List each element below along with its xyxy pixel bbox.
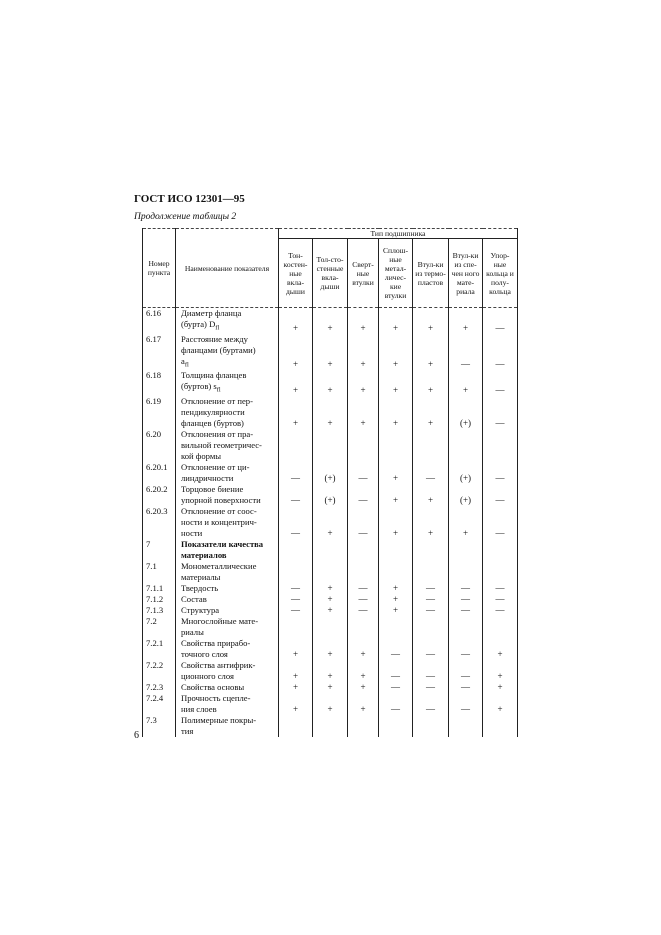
applicability-mark: [348, 616, 379, 638]
applicability-mark: +: [483, 638, 518, 660]
applicability-mark: [449, 429, 483, 462]
applicability-mark: —: [348, 484, 379, 506]
row-name-text: Отклонения от пра- вильной геометричес- кой формы: [181, 429, 262, 462]
row-number: 6.18: [143, 370, 176, 396]
applicability-mark: +: [483, 693, 518, 715]
applicability-mark: +: [379, 605, 413, 616]
applicability-mark: (+): [449, 462, 483, 484]
applicability-mark: —: [449, 605, 483, 616]
applicability-mark: —: [413, 583, 449, 594]
applicability-mark: +: [449, 506, 483, 539]
applicability-mark: +: [379, 396, 413, 429]
applicability-mark: —: [483, 583, 518, 594]
column-header-type: Упор-ные кольца и полу-кольца: [483, 239, 518, 308]
column-header-type: Сплош-ные метал-личес-кие втулки: [379, 239, 413, 308]
row-name: [176, 484, 279, 506]
applicability-mark: +: [313, 605, 348, 616]
table-row: [143, 693, 518, 715]
row-number: 6.19: [143, 396, 176, 429]
table-row: [143, 396, 518, 429]
applicability-mark: (+): [313, 484, 348, 506]
applicability-mark: +: [348, 396, 379, 429]
row-name-text: Отклонение от пер- пендикулярности фланцев (буртов): [181, 396, 253, 429]
applicability-mark: [379, 539, 413, 561]
row-name: [176, 682, 279, 693]
applicability-mark: [413, 539, 449, 561]
applicability-mark: [449, 616, 483, 638]
applicability-mark: —: [279, 605, 313, 616]
row-name-text: Отклонение от ци- линдричности: [181, 462, 250, 484]
applicability-mark: +: [279, 396, 313, 429]
applicability-mark: +: [313, 308, 348, 334]
applicability-mark: —: [348, 594, 379, 605]
row-name-text: Прочность сцепле- ния слоев: [181, 693, 251, 715]
row-name-text: Показатели качества материалов: [181, 539, 264, 561]
applicability-mark: —: [483, 594, 518, 605]
applicability-mark: —: [413, 693, 449, 715]
applicability-mark: +: [279, 370, 313, 396]
row-name: [176, 583, 279, 594]
applicability-mark: +: [313, 594, 348, 605]
column-header-type: Втул-ки из спе-чен ного мате-риала: [449, 239, 483, 308]
applicability-mark: +: [379, 462, 413, 484]
row-number: 6.17: [143, 334, 176, 371]
applicability-mark: +: [279, 334, 313, 371]
applicability-mark: —: [413, 660, 449, 682]
table-row: [143, 484, 518, 506]
applicability-mark: +: [413, 370, 449, 396]
applicability-mark: +: [348, 682, 379, 693]
row-name-text: Свойства основы: [181, 682, 245, 693]
applicability-mark: +: [413, 308, 449, 334]
applicability-mark: +: [279, 693, 313, 715]
row-name: [176, 462, 279, 484]
applicability-mark: [379, 429, 413, 462]
applicability-mark: +: [313, 396, 348, 429]
row-number: 6.20: [143, 429, 176, 462]
row-name-subscript: fl: [216, 387, 221, 395]
row-number: 7.1.3: [143, 605, 176, 616]
row-number: 7.2: [143, 616, 176, 638]
row-name: [176, 370, 279, 396]
table-row: [143, 682, 518, 693]
row-name-text: Толщина фланцев (буртов) s: [181, 370, 247, 392]
row-number: 7.2.4: [143, 693, 176, 715]
row-name-subscript: fl: [215, 324, 220, 332]
table-row: [143, 539, 518, 561]
document-title: ГОСТ ИСО 12301—95: [134, 193, 245, 205]
applicability-mark: +: [313, 638, 348, 660]
table-row: [143, 605, 518, 616]
applicability-mark: —: [449, 693, 483, 715]
table-row: [143, 308, 518, 334]
row-name: [176, 561, 279, 583]
row-number: 7.2.2: [143, 660, 176, 682]
applicability-mark: [379, 616, 413, 638]
row-name-text: Многослойные мате- риалы: [181, 616, 259, 638]
applicability-mark: +: [379, 506, 413, 539]
applicability-mark: —: [379, 682, 413, 693]
row-name-text: Свойства антифрик- ционного слоя: [181, 660, 256, 682]
row-name: [176, 715, 279, 737]
table-row: [143, 715, 518, 737]
row-name-subscript: fl: [184, 361, 189, 369]
row-name: [176, 616, 279, 638]
applicability-mark: —: [483, 370, 518, 396]
applicability-mark: [413, 561, 449, 583]
row-name: [176, 506, 279, 539]
applicability-mark: [348, 539, 379, 561]
applicability-mark: +: [313, 682, 348, 693]
applicability-mark: +: [279, 682, 313, 693]
applicability-mark: +: [313, 583, 348, 594]
applicability-mark: +: [348, 693, 379, 715]
applicability-mark: —: [449, 638, 483, 660]
applicability-mark: —: [348, 506, 379, 539]
applicability-mark: [348, 429, 379, 462]
applicability-mark: [279, 429, 313, 462]
applicability-mark: +: [413, 334, 449, 371]
applicability-mark: +: [379, 583, 413, 594]
row-name: [176, 638, 279, 660]
applicability-mark: —: [413, 638, 449, 660]
applicability-mark: +: [313, 370, 348, 396]
table-row: [143, 638, 518, 660]
applicability-mark: —: [449, 334, 483, 371]
applicability-mark: (+): [449, 484, 483, 506]
row-name: [176, 660, 279, 682]
row-name-text: Свойства прирабо- точного слоя: [181, 638, 251, 660]
applicability-mark: [313, 561, 348, 583]
row-number: 7.1.1: [143, 583, 176, 594]
applicability-mark: —: [449, 583, 483, 594]
applicability-mark: —: [348, 605, 379, 616]
applicability-mark: [279, 616, 313, 638]
applicability-mark: —: [279, 484, 313, 506]
row-number: 7.3: [143, 715, 176, 737]
applicability-mark: [413, 429, 449, 462]
applicability-mark: [313, 715, 348, 737]
applicability-mark: [379, 561, 413, 583]
applicability-mark: [413, 715, 449, 737]
applicability-mark: +: [413, 484, 449, 506]
applicability-mark: —: [279, 506, 313, 539]
table-row: [143, 462, 518, 484]
applicability-mark: +: [413, 506, 449, 539]
applicability-mark: +: [313, 334, 348, 371]
row-name-text: Расстояние между фланцами (буртами) a: [181, 333, 256, 366]
applicability-mark: —: [483, 605, 518, 616]
applicability-mark: +: [313, 506, 348, 539]
row-name: [176, 605, 279, 616]
applicability-mark: [348, 561, 379, 583]
applicability-mark: —: [279, 462, 313, 484]
applicability-mark: [483, 616, 518, 638]
applicability-mark: [279, 715, 313, 737]
column-header-type: Тон-костен-ные вкла-дыши: [279, 239, 313, 308]
applicability-mark: +: [449, 308, 483, 334]
applicability-mark: [449, 561, 483, 583]
applicability-mark: +: [483, 682, 518, 693]
applicability-mark: [313, 429, 348, 462]
row-name: [176, 539, 279, 561]
applicability-mark: [348, 715, 379, 737]
table-row: [143, 370, 518, 396]
applicability-mark: +: [279, 638, 313, 660]
row-number: 7.1: [143, 561, 176, 583]
row-number: 7.1.2: [143, 594, 176, 605]
applicability-mark: +: [313, 693, 348, 715]
applicability-mark: —: [348, 583, 379, 594]
row-name: [176, 308, 279, 334]
applicability-mark: —: [449, 594, 483, 605]
applicability-mark: +: [379, 370, 413, 396]
applicability-mark: —: [413, 462, 449, 484]
table-row: [143, 506, 518, 539]
applicability-mark: +: [483, 660, 518, 682]
column-header-type: Сверт-ные втулки: [348, 239, 379, 308]
applicability-mark: +: [279, 308, 313, 334]
applicability-mark: (+): [449, 396, 483, 429]
applicability-mark: [413, 616, 449, 638]
applicability-mark: +: [279, 660, 313, 682]
applicability-mark: —: [279, 594, 313, 605]
table-row: [143, 334, 518, 371]
applicability-mark: +: [449, 370, 483, 396]
applicability-mark: —: [483, 396, 518, 429]
applicability-mark: [483, 539, 518, 561]
row-number: 6.20.1: [143, 462, 176, 484]
applicability-mark: +: [348, 660, 379, 682]
row-name: [176, 396, 279, 429]
applicability-mark: +: [313, 660, 348, 682]
applicability-mark: [279, 561, 313, 583]
applicability-mark: —: [413, 682, 449, 693]
table-row: [143, 660, 518, 682]
applicability-mark: [483, 715, 518, 737]
applicability-mark: +: [379, 594, 413, 605]
applicability-mark: —: [483, 506, 518, 539]
row-name-text: Отклонение от соос- ности и концентрич- ности: [181, 506, 257, 539]
applicability-mark: +: [413, 396, 449, 429]
applicability-mark: [379, 715, 413, 737]
column-header-type: Тол-сто-стенные вкла-дыши: [313, 239, 348, 308]
applicability-mark: —: [379, 693, 413, 715]
applicability-mark: —: [379, 660, 413, 682]
row-name: [176, 594, 279, 605]
applicability-mark: —: [483, 484, 518, 506]
page-number: 6: [134, 730, 139, 741]
table-row: [143, 616, 518, 638]
applicability-mark: [449, 715, 483, 737]
row-name: [176, 334, 279, 371]
applicability-mark: —: [413, 605, 449, 616]
applicability-mark: —: [279, 583, 313, 594]
row-name: [176, 429, 279, 462]
applicability-mark: —: [483, 334, 518, 371]
row-name-text: Полимерные покры- тия: [181, 715, 257, 737]
row-number: 6.20.3: [143, 506, 176, 539]
applicability-mark: +: [348, 334, 379, 371]
row-number: 7.2.1: [143, 638, 176, 660]
row-name-text: Торцовое биение упорной поверхности: [181, 484, 261, 506]
row-number: 6.20.2: [143, 484, 176, 506]
applicability-mark: —: [379, 638, 413, 660]
table-row: [143, 429, 518, 462]
applicability-mark: [449, 539, 483, 561]
applicability-mark: —: [449, 682, 483, 693]
applicability-mark: [483, 561, 518, 583]
column-header-type: Втул-ки из термо-пластов: [413, 239, 449, 308]
applicability-mark: [279, 539, 313, 561]
applicability-mark: +: [348, 370, 379, 396]
applicability-mark: —: [413, 594, 449, 605]
applicability-mark: —: [348, 462, 379, 484]
applicability-mark: —: [483, 308, 518, 334]
applicability-mark: —: [449, 660, 483, 682]
row-number: 7.2.3: [143, 682, 176, 693]
applicability-mark: [313, 539, 348, 561]
column-group-bearing-type: Тип подшипника: [279, 229, 518, 239]
row-name-text: Структура: [181, 605, 220, 616]
applicability-mark: [313, 616, 348, 638]
applicability-mark: [483, 429, 518, 462]
bearing-indicators-table: [142, 228, 518, 737]
row-number: 6.16: [143, 308, 176, 334]
table-row: [143, 583, 518, 594]
table-caption: Продолжение таблицы 2: [134, 212, 237, 222]
applicability-mark: +: [379, 308, 413, 334]
applicability-mark: —: [483, 462, 518, 484]
row-name: [176, 693, 279, 715]
row-name-text: Твердость: [181, 583, 219, 594]
applicability-mark: +: [348, 308, 379, 334]
table-row: [143, 594, 518, 605]
column-header-name: Наименование показателя: [176, 229, 279, 308]
row-number: 7: [143, 539, 176, 561]
applicability-mark: +: [379, 484, 413, 506]
column-header-number: Номер пункта: [143, 229, 176, 308]
applicability-mark: (+): [313, 462, 348, 484]
applicability-mark: +: [348, 638, 379, 660]
table-row: [143, 561, 518, 583]
applicability-mark: +: [379, 334, 413, 371]
row-name-text: Состав: [181, 594, 207, 605]
row-name-text: Диаметр фланца (бурта) D: [181, 308, 242, 329]
row-name-text: Монометаллические материалы: [181, 561, 257, 583]
